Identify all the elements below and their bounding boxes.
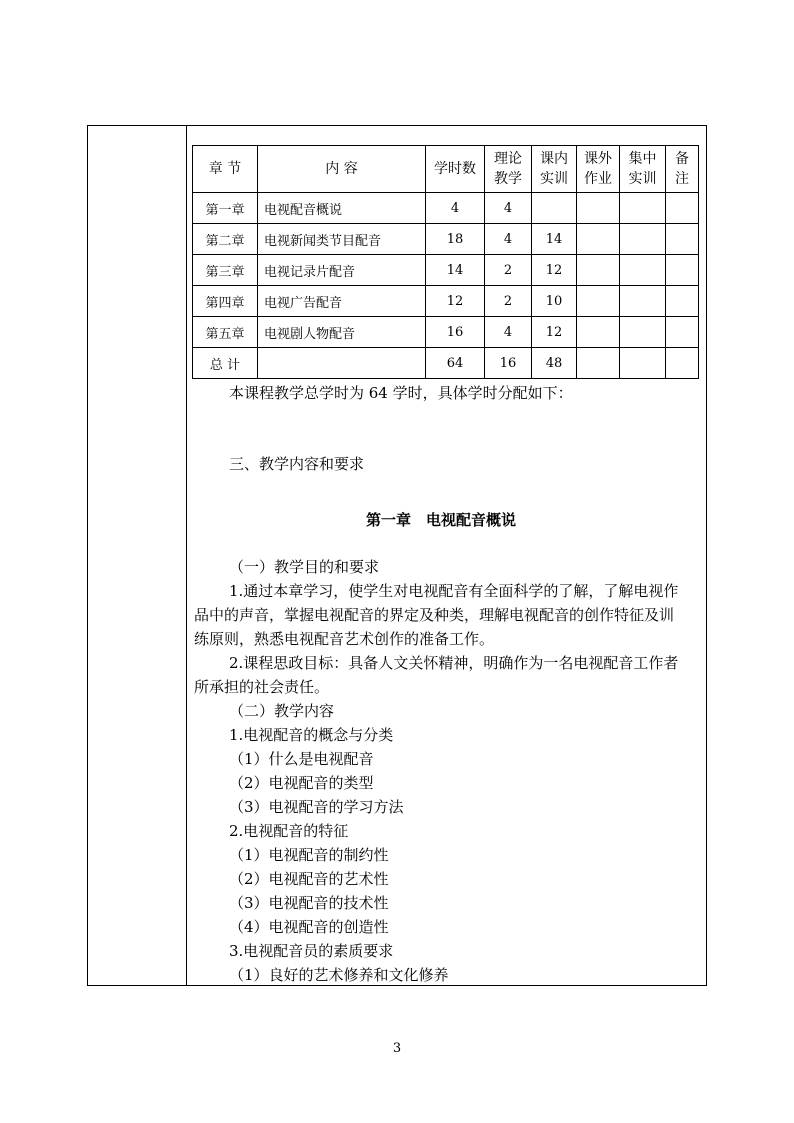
cell-content <box>258 348 426 379</box>
cell-notes <box>666 224 699 255</box>
cell-homework <box>577 224 620 255</box>
cell-homework <box>577 317 620 348</box>
cell-content: 电视广告配音 <box>258 286 426 317</box>
cell-theory: 4 <box>485 224 532 255</box>
goal-1-line3: 练原则，熟悉电视配音艺术创作的准备工作。 <box>194 630 495 648</box>
list-item: （2）电视配音的艺术性 <box>229 870 389 888</box>
cell-theory: 2 <box>485 255 532 286</box>
header-notes: 备 注 <box>666 146 699 193</box>
header-intensive: 集中 实训 <box>620 146 666 193</box>
cell-theory: 16 <box>485 348 532 379</box>
list-item: （4）电视配音的创造性 <box>229 918 389 936</box>
cell-homework <box>577 348 620 379</box>
cell-notes <box>666 348 699 379</box>
topic-3: 3.电视配音员的素质要求 <box>229 942 394 960</box>
header-theory: 理论 教学 <box>485 146 532 193</box>
list-item: （3）电视配音的学习方法 <box>229 798 404 816</box>
cell-intensive <box>620 317 666 348</box>
cell-hours: 18 <box>426 224 485 255</box>
cell-inclass: 14 <box>532 224 577 255</box>
cell-intensive <box>620 193 666 224</box>
cell-homework <box>577 286 620 317</box>
header-hours: 学时数 <box>426 146 485 193</box>
cell-hours: 4 <box>426 193 485 224</box>
table-header-row <box>193 146 699 193</box>
topic-1: 1.电视配音的概念与分类 <box>229 726 394 744</box>
table-row <box>193 193 699 224</box>
cell-intensive <box>620 255 666 286</box>
list-item: （3）电视配音的技术性 <box>229 894 389 912</box>
header-inclass: 课内 实训 <box>532 146 577 193</box>
cell-chapter: 第一章 <box>193 193 258 224</box>
cell-theory: 4 <box>485 317 532 348</box>
list-item: （2）电视配音的类型 <box>229 774 374 792</box>
cell-theory: 4 <box>485 193 532 224</box>
intro-text: 本课程教学总学时为 64 学时，具体学时分配如下： <box>229 384 573 402</box>
cell-homework <box>577 255 620 286</box>
goal-2-line1: 2.课程思政目标：具备人文关怀精神，明确作为一名电视配音工作者 <box>229 654 679 672</box>
frame-divider <box>186 126 187 985</box>
cell-intensive <box>620 224 666 255</box>
cell-notes <box>666 286 699 317</box>
cell-notes <box>666 255 699 286</box>
cell-hours: 64 <box>426 348 485 379</box>
header-content: 内 容 <box>258 146 426 193</box>
table-row <box>193 317 699 348</box>
cell-content: 电视记录片配音 <box>258 255 426 286</box>
topic-2: 2.电视配音的特征 <box>229 822 349 840</box>
list-item: （1）电视配音的制约性 <box>229 846 389 864</box>
cell-chapter: 第三章 <box>193 255 258 286</box>
header-homework: 课外 作业 <box>577 146 620 193</box>
cell-content: 电视新闻类节目配音 <box>258 224 426 255</box>
cell-inclass: 10 <box>532 286 577 317</box>
cell-notes <box>666 317 699 348</box>
section-heading: 三、教学内容和要求 <box>229 455 365 473</box>
list-item: （1）良好的艺术修养和文化修养 <box>229 966 449 984</box>
list-item: （1）什么是电视配音 <box>229 750 374 768</box>
goal-1-line1: 1.通过本章学习，使学生对电视配音有全面科学的了解，了解电视作 <box>229 582 679 600</box>
cell-intensive <box>620 286 666 317</box>
cell-inclass <box>532 193 577 224</box>
cell-chapter: 第二章 <box>193 224 258 255</box>
cell-homework <box>577 193 620 224</box>
cell-chapter: 第四章 <box>193 286 258 317</box>
cell-hours: 12 <box>426 286 485 317</box>
content-heading: （二）教学内容 <box>229 702 335 720</box>
table-row <box>193 224 699 255</box>
goal-1-line2: 品中的声音，掌握电视配音的界定及种类，理解电视配音的创作特征及训 <box>194 606 675 624</box>
table-total-row <box>193 348 699 379</box>
cell-content: 电视配音概说 <box>258 193 426 224</box>
cell-chapter: 第五章 <box>193 317 258 348</box>
class-hours-table <box>192 145 699 379</box>
cell-hours: 16 <box>426 317 485 348</box>
cell-theory: 2 <box>485 286 532 317</box>
page-number: 3 <box>392 1041 402 1056</box>
cell-content: 电视剧人物配音 <box>258 317 426 348</box>
cell-chapter: 总 计 <box>193 348 258 379</box>
cell-hours: 14 <box>426 255 485 286</box>
table-row <box>193 255 699 286</box>
cell-notes <box>666 193 699 224</box>
cell-inclass: 12 <box>532 255 577 286</box>
table-row <box>193 286 699 317</box>
header-chapter: 章 节 <box>193 146 258 193</box>
goals-heading: （一）教学目的和要求 <box>229 558 380 576</box>
chapter-title: 第一章 电视配音概说 <box>366 511 517 529</box>
cell-inclass: 12 <box>532 317 577 348</box>
cell-intensive <box>620 348 666 379</box>
goal-2-line2: 所承担的社会责任。 <box>194 678 330 696</box>
cell-inclass: 48 <box>532 348 577 379</box>
